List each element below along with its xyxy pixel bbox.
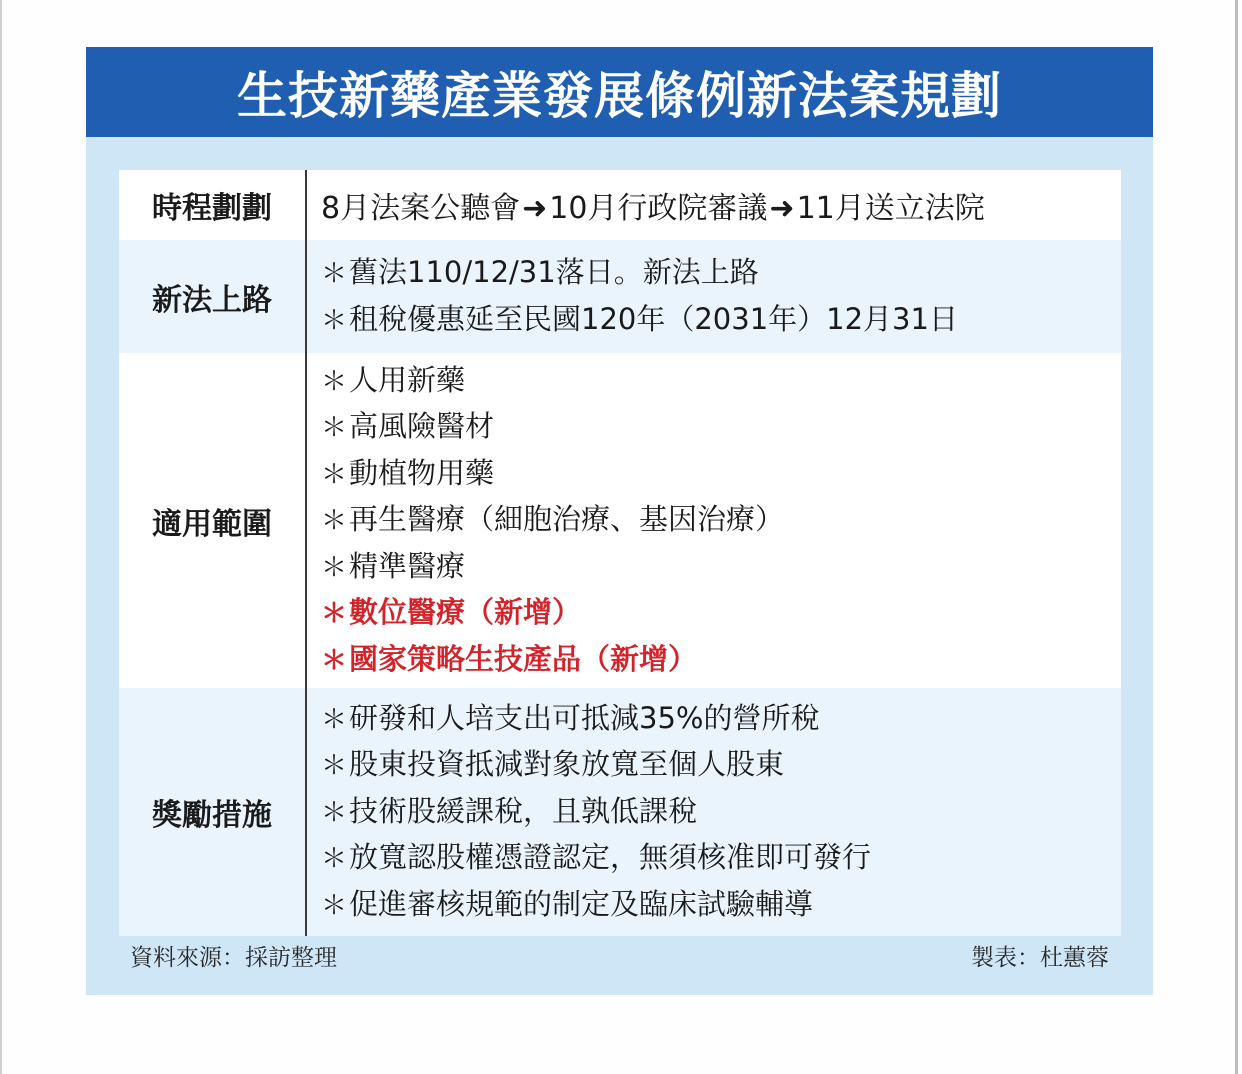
schedule-step-2: 10月行政院審議 — [549, 191, 768, 226]
asterisk-icon: ＊ — [321, 599, 348, 630]
list-item: ＊促進審核規範的制定及臨床試驗輔導 — [321, 882, 1121, 929]
asterisk-icon: ＊ — [321, 552, 348, 583]
schedule-step-3: 11月送立法院 — [796, 191, 985, 226]
asterisk-icon: ＊ — [321, 797, 348, 828]
row-label-incentives: 獎勵措施 — [119, 688, 307, 936]
title-bar — [86, 47, 1153, 137]
schedule-step-1: 8月法案公聽會 — [321, 191, 521, 226]
row-incentives — [119, 688, 1121, 936]
asterisk-icon: ＊ — [321, 890, 348, 921]
row-content-new-law — [307, 240, 1121, 353]
list-item: ＊精準醫療 — [321, 544, 1121, 591]
asterisk-icon: ＊ — [321, 413, 348, 444]
list-item: ＊舊法110/12/31落日。新法上路 — [321, 250, 1121, 297]
info-table — [119, 170, 1121, 936]
list-item: ＊股東投資抵減對象放寬至個人股東 — [321, 742, 1121, 789]
source-note: 資料來源：採訪整理 — [130, 945, 337, 971]
asterisk-icon: ＊ — [321, 704, 348, 735]
list-item: ＊技術股緩課稅，且孰低課稅 — [321, 789, 1121, 836]
asterisk-icon: ＊ — [321, 751, 348, 782]
list-item: ＊人用新藥 — [321, 358, 1121, 405]
asterisk-icon: ＊ — [321, 305, 348, 336]
list-item: ＊再生醫療（細胞治療、基因治療） — [321, 497, 1121, 544]
asterisk-icon: ＊ — [321, 506, 348, 537]
list-item-new: ＊國家策略生技產品（新增） — [321, 637, 1121, 684]
list-item-new: ＊數位醫療（新增） — [321, 590, 1121, 637]
row-label-scope: 適用範圍 — [119, 353, 307, 688]
asterisk-icon: ＊ — [321, 366, 348, 397]
list-item: ＊研發和人培支出可抵減35%的營所稅 — [321, 696, 1121, 743]
row-label-new-law: 新法上路 — [119, 240, 307, 353]
row-content-scope — [307, 353, 1121, 688]
list-item: ＊動植物用藥 — [321, 451, 1121, 498]
arrow-right-icon: ➜ — [769, 191, 795, 226]
asterisk-icon: ＊ — [321, 645, 348, 676]
row-schedule — [119, 170, 1121, 240]
row-content-incentives — [307, 688, 1121, 936]
row-content-schedule — [307, 170, 1121, 240]
row-label-schedule: 時程劃劃 — [119, 170, 307, 240]
list-item: ＊租稅優惠延至民國120年（2031年）12月31日 — [321, 297, 1121, 344]
list-item: ＊高風險醫材 — [321, 404, 1121, 451]
infographic-card — [86, 47, 1153, 995]
row-new-law — [119, 240, 1121, 353]
author-note: 製表：杜蕙蓉 — [971, 945, 1109, 971]
list-item: ＊放寬認股權憑證認定，無須核准即可發行 — [321, 835, 1121, 882]
asterisk-icon: ＊ — [321, 844, 348, 875]
page-title: 生技新藥產業發展條例新法案規劃 — [237, 67, 1002, 125]
asterisk-icon: ＊ — [321, 259, 348, 289]
row-scope — [119, 353, 1121, 688]
schedule-line — [321, 183, 1121, 227]
asterisk-icon: ＊ — [321, 459, 348, 490]
arrow-right-icon: ➜ — [522, 191, 548, 226]
